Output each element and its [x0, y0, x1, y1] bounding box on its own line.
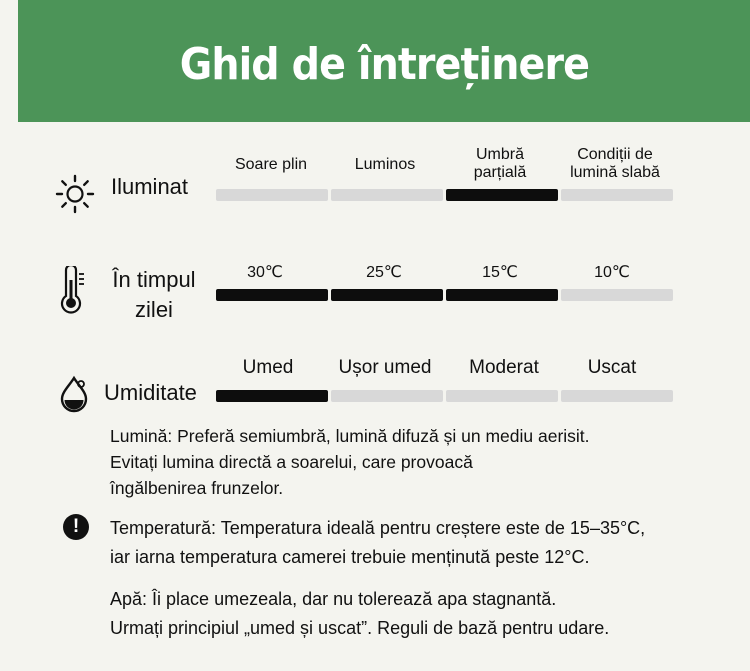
level-label: 15℃ [482, 264, 518, 281]
level-bar [446, 390, 558, 402]
light-note: Lumină: Preferă semiumbră, lumină difuză și un mediu aerisit. Evitați lumina directă a soarelui, care provoacă îngălbenirea frunzelor. [110, 426, 590, 498]
level-label: Umbră parțială [473, 146, 527, 181]
level-label: 10℃ [594, 264, 630, 281]
level-bar [331, 289, 443, 301]
row-label-temperature: În timpul zilei [112, 267, 196, 322]
row-label-humidity: Umiditate [104, 380, 197, 405]
level-label: Ușor umed [338, 357, 432, 378]
warning-icon: ! [63, 514, 89, 540]
thermometer-icon [60, 266, 86, 314]
level-label: Condiții de lumină slabă [570, 146, 660, 181]
level-label: 25℃ [366, 264, 402, 281]
level-bar [446, 289, 558, 301]
level-bar [561, 189, 673, 201]
water-note: Apă: Îi place umezeala, dar nu tolerează apa stagnantă. Urmați principiul „umed și uscat”. Reguli de bază pentru udare. [110, 589, 610, 638]
sun-icon [55, 174, 95, 214]
level-bar [216, 189, 328, 201]
temperature-note: Temperatură: Temperatura ideală pentru creștere este de 15–35°C, iar iarna temperatura camerei trebuie menținută peste 12°C. [110, 518, 646, 567]
level-bar [216, 390, 328, 402]
level-bar [331, 390, 443, 402]
level-label: Umed [242, 357, 294, 378]
level-bar [561, 289, 673, 301]
level-bar [561, 390, 673, 402]
level-label: Moderat [469, 357, 539, 378]
level-bar [446, 189, 558, 201]
level-label: Uscat [587, 357, 637, 378]
level-label: Luminos [354, 156, 416, 173]
page-title: Ghid de întreținere [179, 38, 589, 90]
level-label: 30℃ [247, 264, 283, 281]
level-bar [331, 189, 443, 201]
header-banner [18, 0, 750, 122]
level-bar [216, 289, 328, 301]
row-label-light: Iluminat [111, 174, 189, 199]
water-drop-icon [57, 375, 91, 413]
level-label: Soare plin [234, 156, 308, 173]
